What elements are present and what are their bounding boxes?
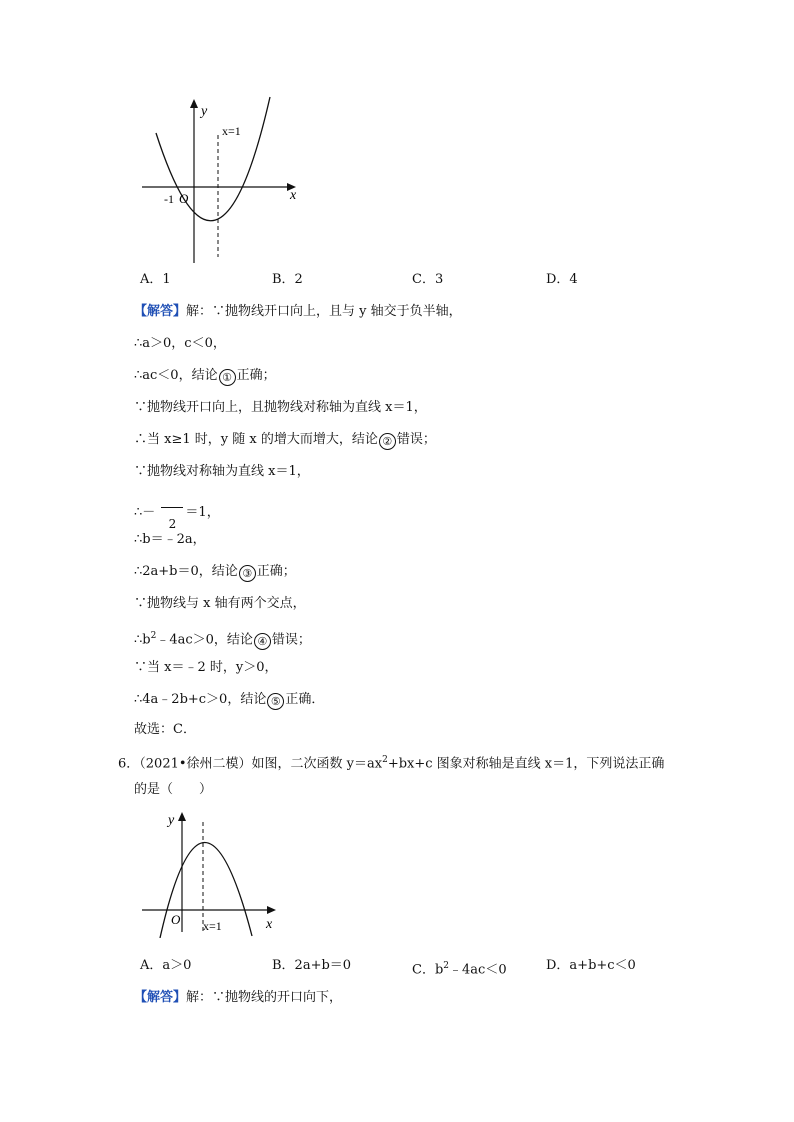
solution-line-8: ∴b＝﹣2a， [134, 532, 206, 547]
q6-option-b: B．2a+b＝0 [272, 958, 352, 973]
option-b: B．2 [272, 272, 303, 287]
solution-line-12: ∵当 x＝﹣2 时，y＞0， [134, 660, 278, 675]
y-axis-arrow [178, 812, 186, 821]
solution-line-3: ∴ac＜0，结论 ① 正确； [134, 368, 276, 384]
symmetry-label: x=1 [203, 919, 222, 933]
solution2-line-1: 【解答】解：∵抛物线的开口向下， [134, 990, 343, 1005]
circled-number: ③ [239, 565, 256, 582]
q6-option-a: A．a＞0 [140, 958, 192, 973]
question-6-line-2: 的是（ ） [134, 782, 213, 797]
question-6-line-1: 6．（2021•徐州二模）如图，二次函数 $y=ax^2+bx+c$ 图象对称轴是直线 x＝1，下列说法正确 [118, 755, 665, 772]
solution-line-4: ∵抛物线开口向上，且抛物线对称轴为直线 x＝1， [134, 400, 427, 415]
x-label: x [290, 188, 297, 203]
solution-line-13: ∴4a﹣2b+c＞0，结论 ⑤ 正确． [134, 692, 325, 708]
solution-line-14: 故选：C． [134, 722, 196, 737]
y-axis-arrow [190, 99, 198, 108]
x-label: x [266, 917, 273, 932]
circled-number: ① [219, 369, 236, 386]
option-d: D．4 [546, 272, 578, 287]
option-a: A．1 [140, 272, 171, 287]
fraction-bar [161, 507, 183, 508]
solution-line-5: ∴当 x≥1 时，y 随 x 的增大而增大，结论 ② 错误； [134, 432, 436, 448]
solution-line-10: ∵抛物线与 x 轴有两个交点， [134, 596, 306, 611]
q6-option-d: D．a+b+c＜0 [546, 958, 636, 973]
origin-label: O [179, 191, 189, 206]
solution-line-11: $\therefore b^2﹣4ac>0$，结论 ④ 错误； [134, 631, 311, 649]
solution-line-6: ∵抛物线对称轴为直线 x＝1， [134, 464, 310, 479]
x-axis-arrow [267, 906, 276, 914]
solution-line-2: ∴a＞0，c＜0， [134, 336, 226, 351]
circled-number: ⑤ [267, 693, 284, 710]
root-label: -1 [164, 192, 174, 206]
option-c: C．3 [412, 272, 444, 287]
parabola-figure-2 [138, 808, 288, 938]
solution-line-7: ∴－ 2＝1， [134, 505, 220, 531]
fraction-denominator: 2 [168, 517, 177, 531]
answer-tag: 【解答】 [134, 990, 187, 1005]
solution-line-1: 【解答】解：∵抛物线开口向上，且与 y 轴交于负半轴， [134, 304, 462, 319]
q6-option-c: C．$b^2﹣4ac<0$ [412, 961, 507, 978]
y-label: y [201, 104, 208, 119]
answer-tag: 【解答】 [134, 304, 187, 319]
circled-number: ② [379, 433, 396, 450]
origin-label: O [171, 912, 181, 927]
circled-number: ④ [254, 633, 271, 650]
symmetry-label: x=1 [222, 124, 241, 138]
solution-line-9: ∴2a+b＝0，结论 ③ 正确； [134, 564, 296, 580]
parabola-figure-1 [130, 95, 310, 265]
y-label: y [168, 813, 175, 828]
